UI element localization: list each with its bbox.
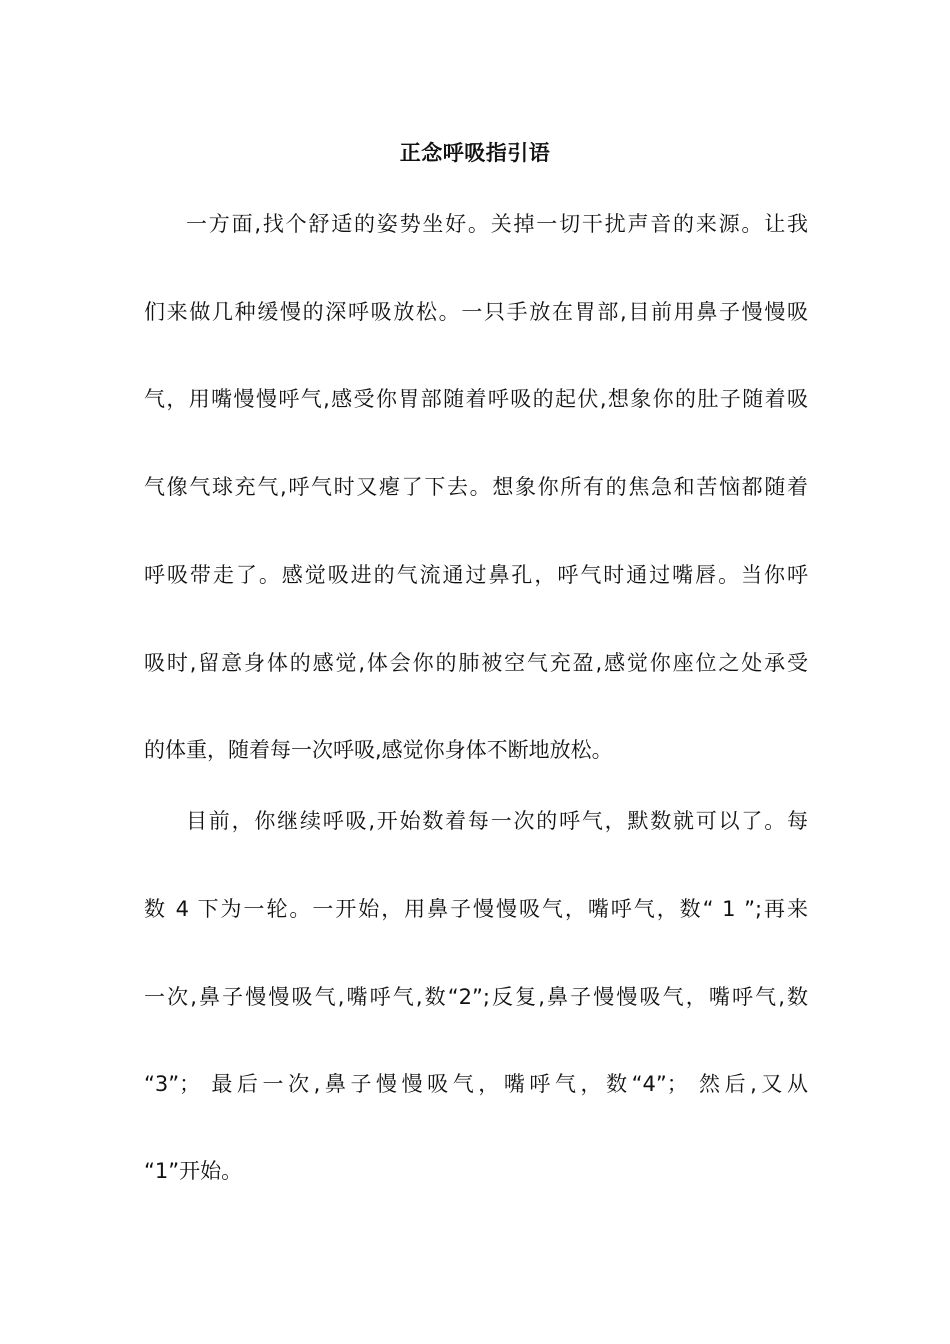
paragraph-1-line-6: 吸时,留意身体的感觉,体会你的肺被空气充盈,感觉你座位之处承受	[144, 651, 808, 675]
paragraph-1-line-3: 气，用嘴慢慢呼气,感受你胃部随着呼吸的起伏,想象你的肚子随着吸	[144, 387, 808, 411]
paragraph-1-line-7: 的体重，随着每一次呼吸,感觉你身体不断地放松。	[144, 738, 613, 762]
paragraph-1-line-2: 们来做几种缓慢的深呼吸放松。一只手放在胃部,目前用鼻子慢慢吸	[144, 300, 808, 324]
paragraph-1-line-5: 呼吸带走了。感觉吸进的气流通过鼻孔，呼气时通过嘴唇。当你呼	[144, 563, 808, 587]
paragraph-2-line-4: “3”； 最后一次,鼻子慢慢吸气，嘴呼气，数“4”； 然后,又从	[144, 1072, 808, 1096]
paragraph-2-line-5: “1”开始。	[144, 1159, 243, 1183]
paragraph-2-line-2: 数 4 下为一轮。一开始，用鼻子慢慢吸气，嘴呼气，数“ 1 ”;再来	[144, 897, 808, 921]
paragraph-2-line-1: 目前，你继续呼吸,开始数着每一次的呼气，默数就可以了。每	[186, 809, 808, 833]
paragraph-2-line-3: 一次,鼻子慢慢吸气,嘴呼气,数“2”;反复,鼻子慢慢吸气，嘴呼气,数	[144, 985, 808, 1009]
document-title: 正念呼吸指引语	[399, 141, 551, 165]
paragraph-1-line-4: 气像气球充气,呼气时又瘪了下去。想象你所有的焦急和苦恼都随着	[144, 475, 808, 499]
paragraph-1-line-1: 一方面,找个舒适的姿势坐好。关掉一切干扰声音的来源。让我	[186, 212, 808, 236]
